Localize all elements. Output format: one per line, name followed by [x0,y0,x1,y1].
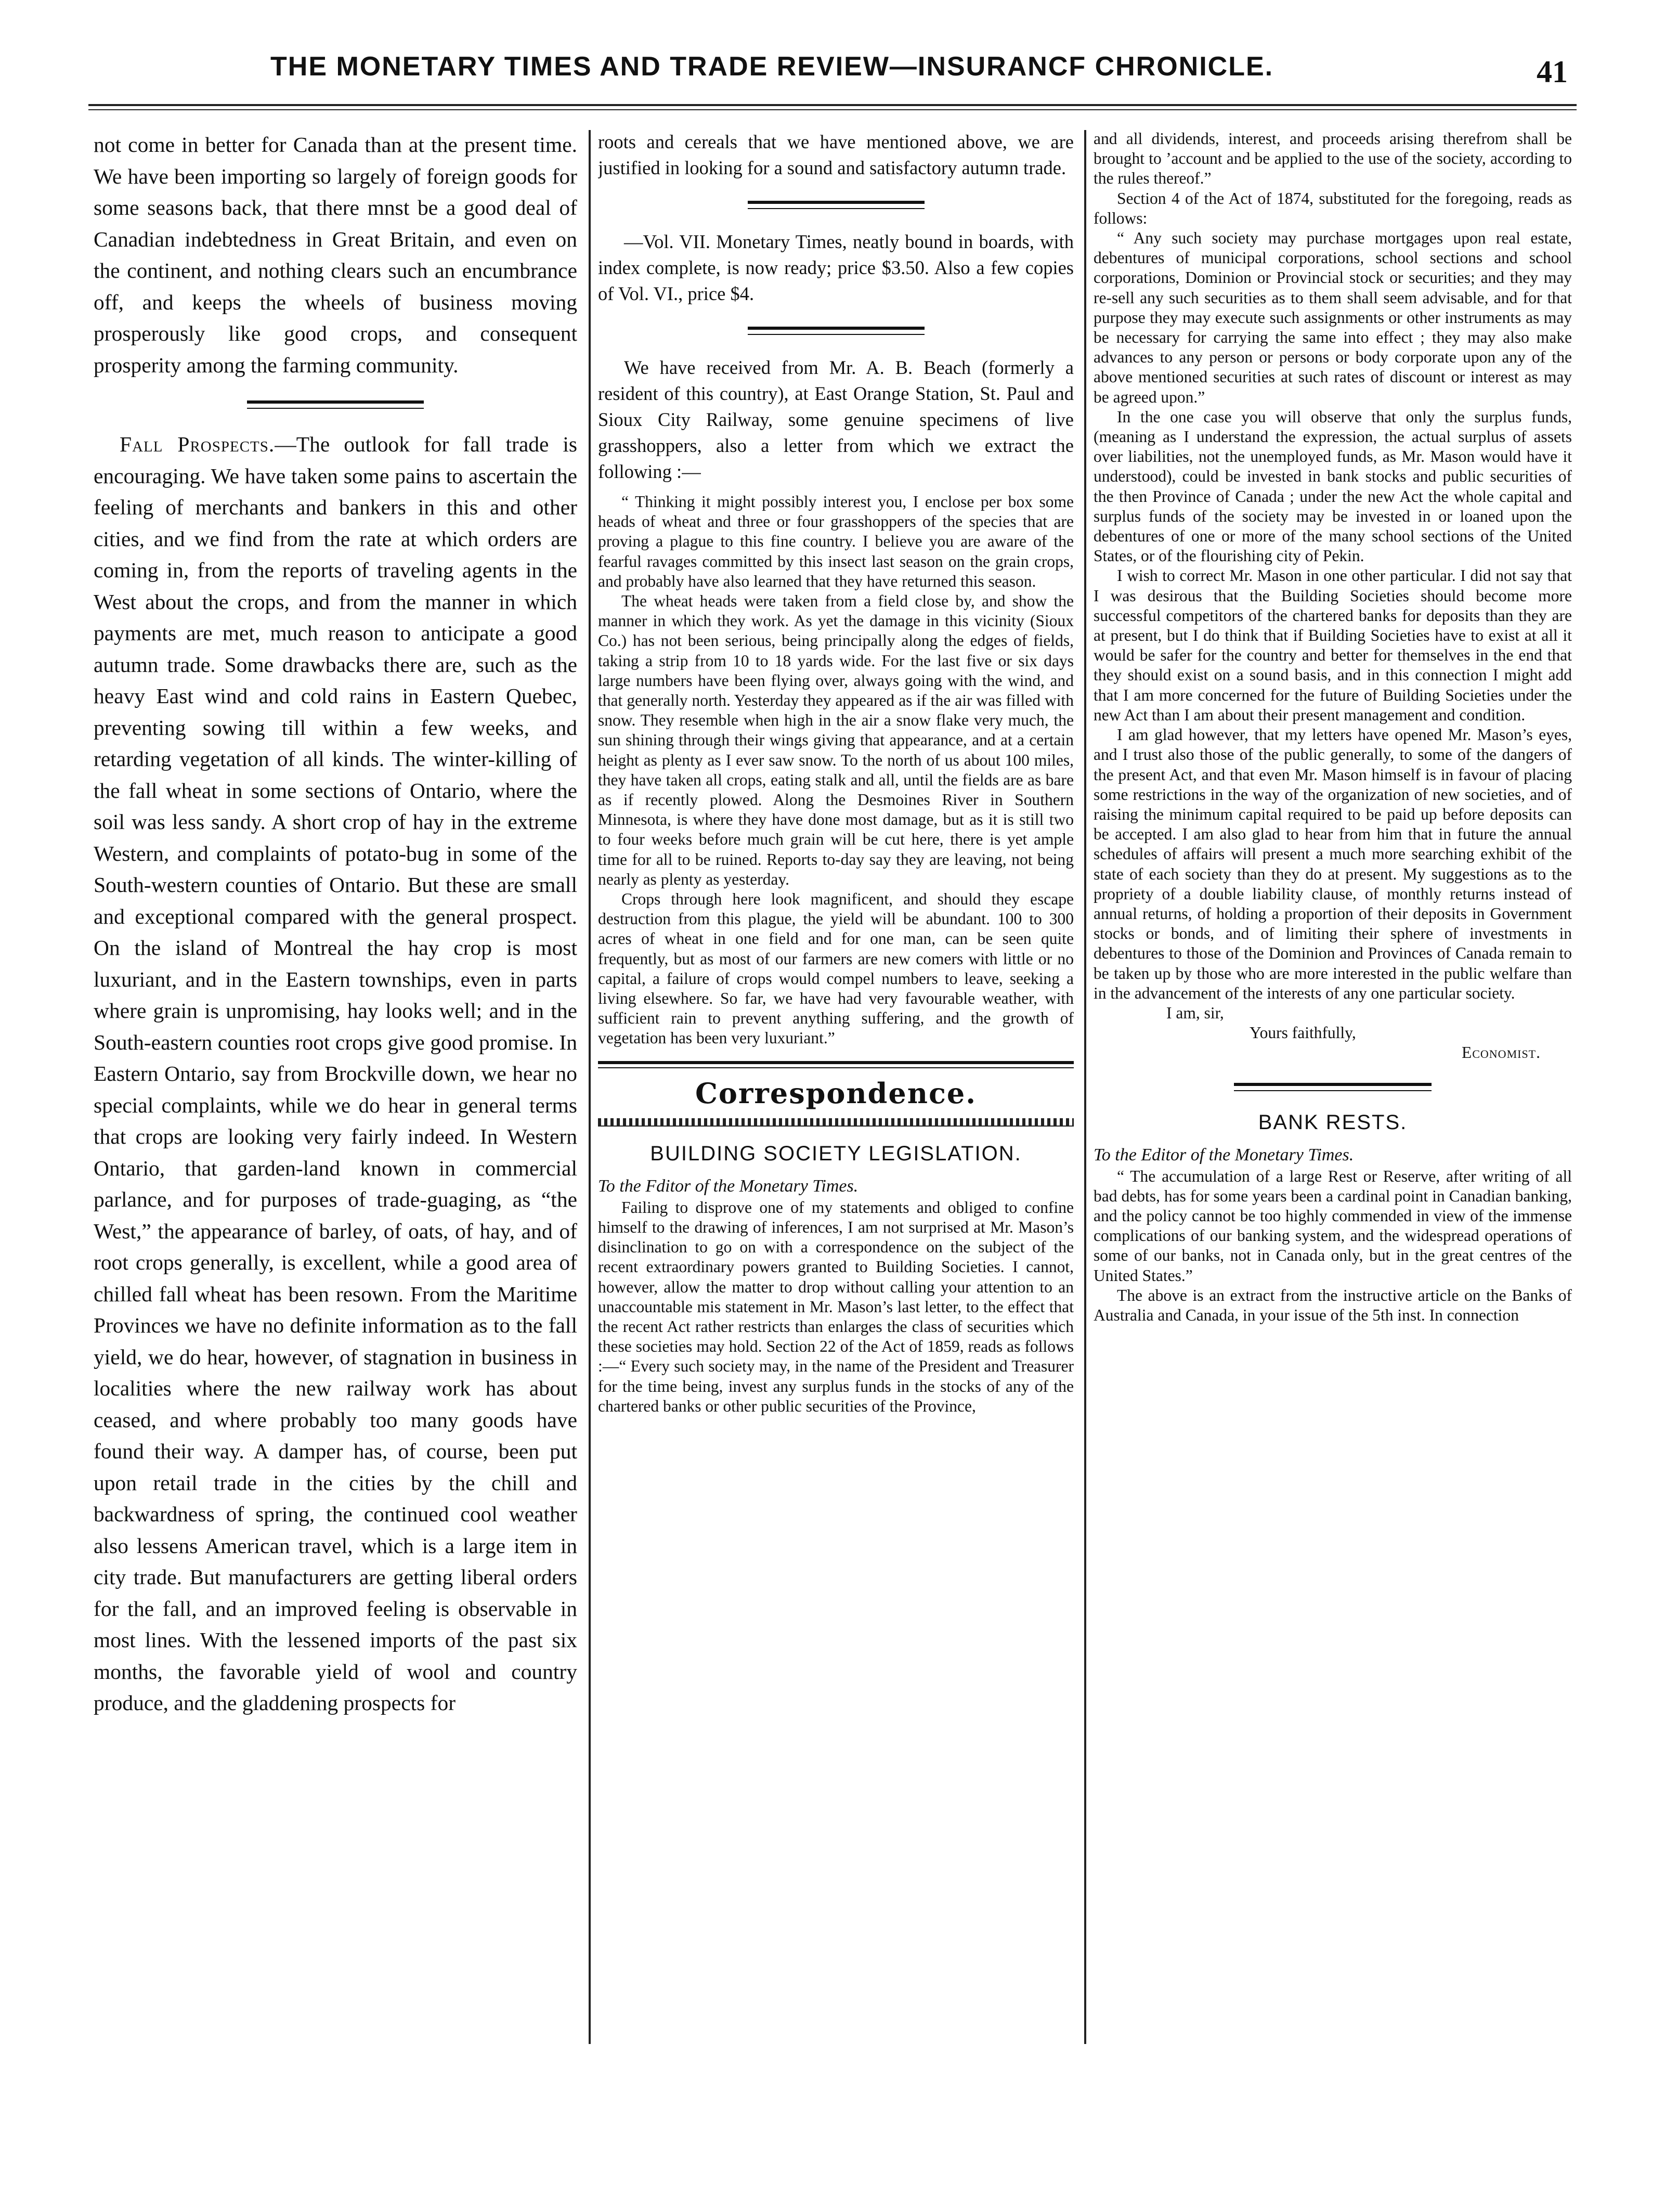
correspondence-section-title: Correspondence. [695,1076,977,1110]
act-quote: “ Any such society may purchase mortgages upon real estate, debentures of municipal corporations, school sections and school corporations, Dominion or Provincial stock or securities; and they may re-sell any such securities as to them shall seem advisable, and for that purpose they may execute such assignments or other instruments as may be necessary for carrying the same into effect ; they may also make advances to any person or persons or body corporate upon any of the above mentioned securities at such rates of discount or interest as may be agreed upon.” [1094,229,1572,406]
column-left [94,129,577,2043]
bank-rests-paragraph: The above is an extract from the instructive article on the Banks of Australia and Canada, in your issue of the 5th inst. In connection [1094,1286,1572,1324]
fall-prospects-article [94,429,577,1719]
letter-paragraph: Crops through here look magnificent, and should they escape destruction from this plague, the yield will be abundant. 100 to 300 acres of wheat in one field and for one man, can be seen quite frequently, but as most of our farmers are new comers with little or no capital, a failure of crops would compel numbers to leave, seeking a living elsewhere. So far, we have had very favourable weather, with sufficient rain to prevent anything suffering, and the growth of vegetation has been very luxuriant.” [598,890,1074,1047]
section-divider [1234,1083,1432,1091]
continued-paragraph: and all dividends, interest, and proceeds arising therefrom shall be brought to ’account and be applied to the use of the society, according to the rules thereof.” [1094,130,1572,188]
signature: Economist. [1461,1043,1541,1062]
letter-paragraph: In the one case you will observe that only the surplus funds, (meaning as I understand the expression, the actual surplus of assets over liabilities, not the unemployed funds, as Mr. Mason would have it understood), could be invested in bank stocks and public securities of the then Province of Canada ; under the new Act the whole capital and surplus funds of the society may be invested in or loaned upon the debentures of one or more of the many school sections of the United States, or of the flourishing city of Pekin. [1094,407,1572,565]
column-middle [598,129,1074,2043]
column-divider-right [1084,130,1086,2044]
fall-prospects-title: Fall Prospects. [120,432,275,456]
fall-prospects-body: —The outlook for fall trade is encouraging. We have taken some pains to ascertain the feeling of merchants and bankers in this and other cities, and we find from the rate at which orders are coming in, from the reports of traveling agents in the West about the crops, and from the manner in which payments are met, much reason to anticipate a good autumn trade. Some drawbacks there are, such as the heavy East wind and cold rains in Eastern Quebec, preventing sowing till within a few weeks, and retarding vegetation of all kinds. The winter-killing of the fall wheat in some sections of Ontario, where the soil was less sandy. A short crop of hay in the extreme Western, and complaints of potato-bug in some of the South-western counties of Ontario. But these are small and exceptional compared with the general prospect. On the island of Montreal the hay crop is most luxuriant, and in the Eastern townships, even in parts where grain is unpromising, hay looks well; and in the South-eastern counties root crops give good promise. In Eastern Ontario, say from Brockville down, we hear no special complaints, while we do hear in general terms that crops are looking very fairly indeed. In Western Ontario, that garden-land known in commercial parlance, and for purposes of trade-guaging, as “the West,” the appearance of barley, of oats, of hay, and of root crops generally, is excellent, while a good area of chilled fall wheat has been resown. From the Maritime Provinces we have no definite information as to the fall yield, we do hear, however, of stagnation in business in localities where the new railway work has about ceased, and where probably too many goods have found their way. A damper has, of course, been put upon retail trade in the cities by the chill and backwardness of spring, the continued cool weather also lessens American travel, which is a large item in city trade. But manufacturers are getting liberal orders for the fall, and an improved feeling is observable in most lines. With the lessened imports of the past six months, the favorable yield of wool and country produce, and the gladdening prospects for [94,432,577,1715]
page-number: 41 [1537,55,1568,89]
column-divider-left [589,130,591,2044]
closing-line: I am, sir, [1166,1003,1224,1022]
letter-paragraph: I wish to correct Mr. Mason in one other particular. I did not say that I was desirous that the Building Societies should become more successful competitors of the chartered banks for deposits than they are at present, but I do think that if Building Societies have to exist at all it would be safer for the country and better for themselves in the end that they should exist on a sound basis, and in this connection I might add that I am more concerned for the future of Building Societies under the new Act than I am about their present management and condition. [1094,566,1572,724]
building-society-heading: BUILDING SOCIETY LEGISLATION. [650,1142,1022,1165]
column-right [1094,129,1572,2043]
ornamental-rule [598,1118,1074,1127]
continued-paragraph: roots and cereals that we have mentioned above, we are justified in looking for a sound and satisfactory autumn trade. [598,131,1074,178]
volume-notice: —Vol. VII. Monetary Times, neatly bound in boards, with index complete, is now ready; price $3.50. Also a few copies of Vol. VI., price $4. [598,231,1074,304]
bank-rests-paragraph: “ The accumulation of a large Rest or Reserve, after writing of all bad debts, has for some years been a cardinal point in Canadian banking, and the policy cannot be too highly commended in view of the immense complications of our banking system, and the widespread operations of some of our banks, not in Canada only, but in the great centres of the United States.” [1094,1167,1572,1285]
building-society-paragraph: Failing to disprove one of my statements and obliged to confine himself to the drawing of inferences, I am not surprised at Mr. Mason’s disinclination to go on with a correspondence on the subject of the recent extraordinary powers granted to Building Societies. I cannot, however, allow the matter to drop without calling your attention to an unaccountable mis statement in Mr. Mason’s last letter, to the effect that the recent Act rather restricts than enlarges the class of securities which these societies may hold. Section 22 of the Act of 1859, reads as follows :—“ Every such society may, in the name of the President and Treasurer for the time being, invest any surplus funds in the stocks of any of the chartered banks or other public securities of the Province, [598,1198,1074,1415]
letter-salutation: To the Fditor of the Monetary Times. [598,1176,858,1196]
letter-paragraph: “ Thinking it might possibly interest you, I enclose per box some heads of wheat and three or four grasshoppers of the species that are proving a plague to this fine country. I believe you are aware of the fearful ravages committed by this insect last season on the grain crops, and probably have also learned that they have returned this season. [598,493,1074,590]
closing-line: Yours faithfully, [1250,1024,1356,1042]
section-divider [247,400,424,409]
beach-intro: We have received from Mr. A. B. Beach (formerly a resident of this country), at East Orange Station, St. Paul and Sioux City Railway, some genuine specimens of live grasshoppers, also a letter from which we extract the following :— [598,357,1074,482]
section-divider [748,201,925,209]
header-rule [88,104,1577,106]
correspondence-rule [598,1061,1074,1068]
section-divider [748,327,925,335]
letter-paragraph: The wheat heads were taken from a field close by, and show the manner in which they work. As yet the damage in this vicinity (Sioux Co.) has not been serious, being principally along the edges of fields, taking a strip from 10 to 18 yards wide. For the last five or six days large numbers have been flying over, always going with the wind, and that generally north. Yesterday they appeared as if the air was filled with snow. They resemble when high in the air a snow flake very much, the sun shining through their wings giving that appearance, and at a certain height as plenty as I ever saw snow. To the north of us about 100 miles, they have taken all crops, eating stalk and all, until the fields are as bare as if recently plowed. Along the Desmoines River in Southern Minnesota, is where they have done most damage, but as it is still two to four weeks before much grain will be cut here, there is yet ample time for all to be ruined. Reports to-day say they are leaving, not being nearly as plenty as yesterday. [598,592,1074,888]
continued-paragraph: not come in better for Canada than at the present time. We have been importing so largely of foreign goods for some seasons back, that there mnst be a good deal of Canadian indebtedness in Great Britain, and even on the continent, and nothing clears such an encumbrance off, and keeps the wheels of business moving prosperously like good crops, and consequent prosperity among the farming community. [94,133,577,377]
page-header-title: THE MONETARY TIMES AND TRADE REVIEW—INSURANCF CHRONICLE. [270,51,1274,82]
bank-rests-heading: BANK RESTS. [1258,1110,1408,1134]
header-rule-thin [88,109,1577,110]
act-paragraph: Section 4 of the Act of 1874, substituted for the foregoing, reads as follows: [1094,189,1572,227]
letter-paragraph: I am glad however, that my letters have opened Mr. Mason’s eyes, and I trust also those of the public generally, to some of the dangers of the present Act, and that even Mr. Mason himself is in favour of placing some restrictions in the way of the organization of new societies, and of raising the minimum capital required to be paid up before deposits can be accepted. I am also glad to hear from him that in future the annual schedules of affairs will present a much more searching exhibit of the state of each society than they do at present. My suggestions as to the propriety of a double liability clause, of monthly returns instead of annual returns, of holding a proportion of their deposits in Government stocks or bonds, and of limiting their sphere of investments in debentures to those of the Dominion and Provinces of Canada remain to be taken up by those who are more interested in the public welfare than in the advancement of the interests of any one particular society. [1094,726,1572,1002]
letter-salutation: To the Editor of the Monetary Times. [1094,1145,1354,1165]
